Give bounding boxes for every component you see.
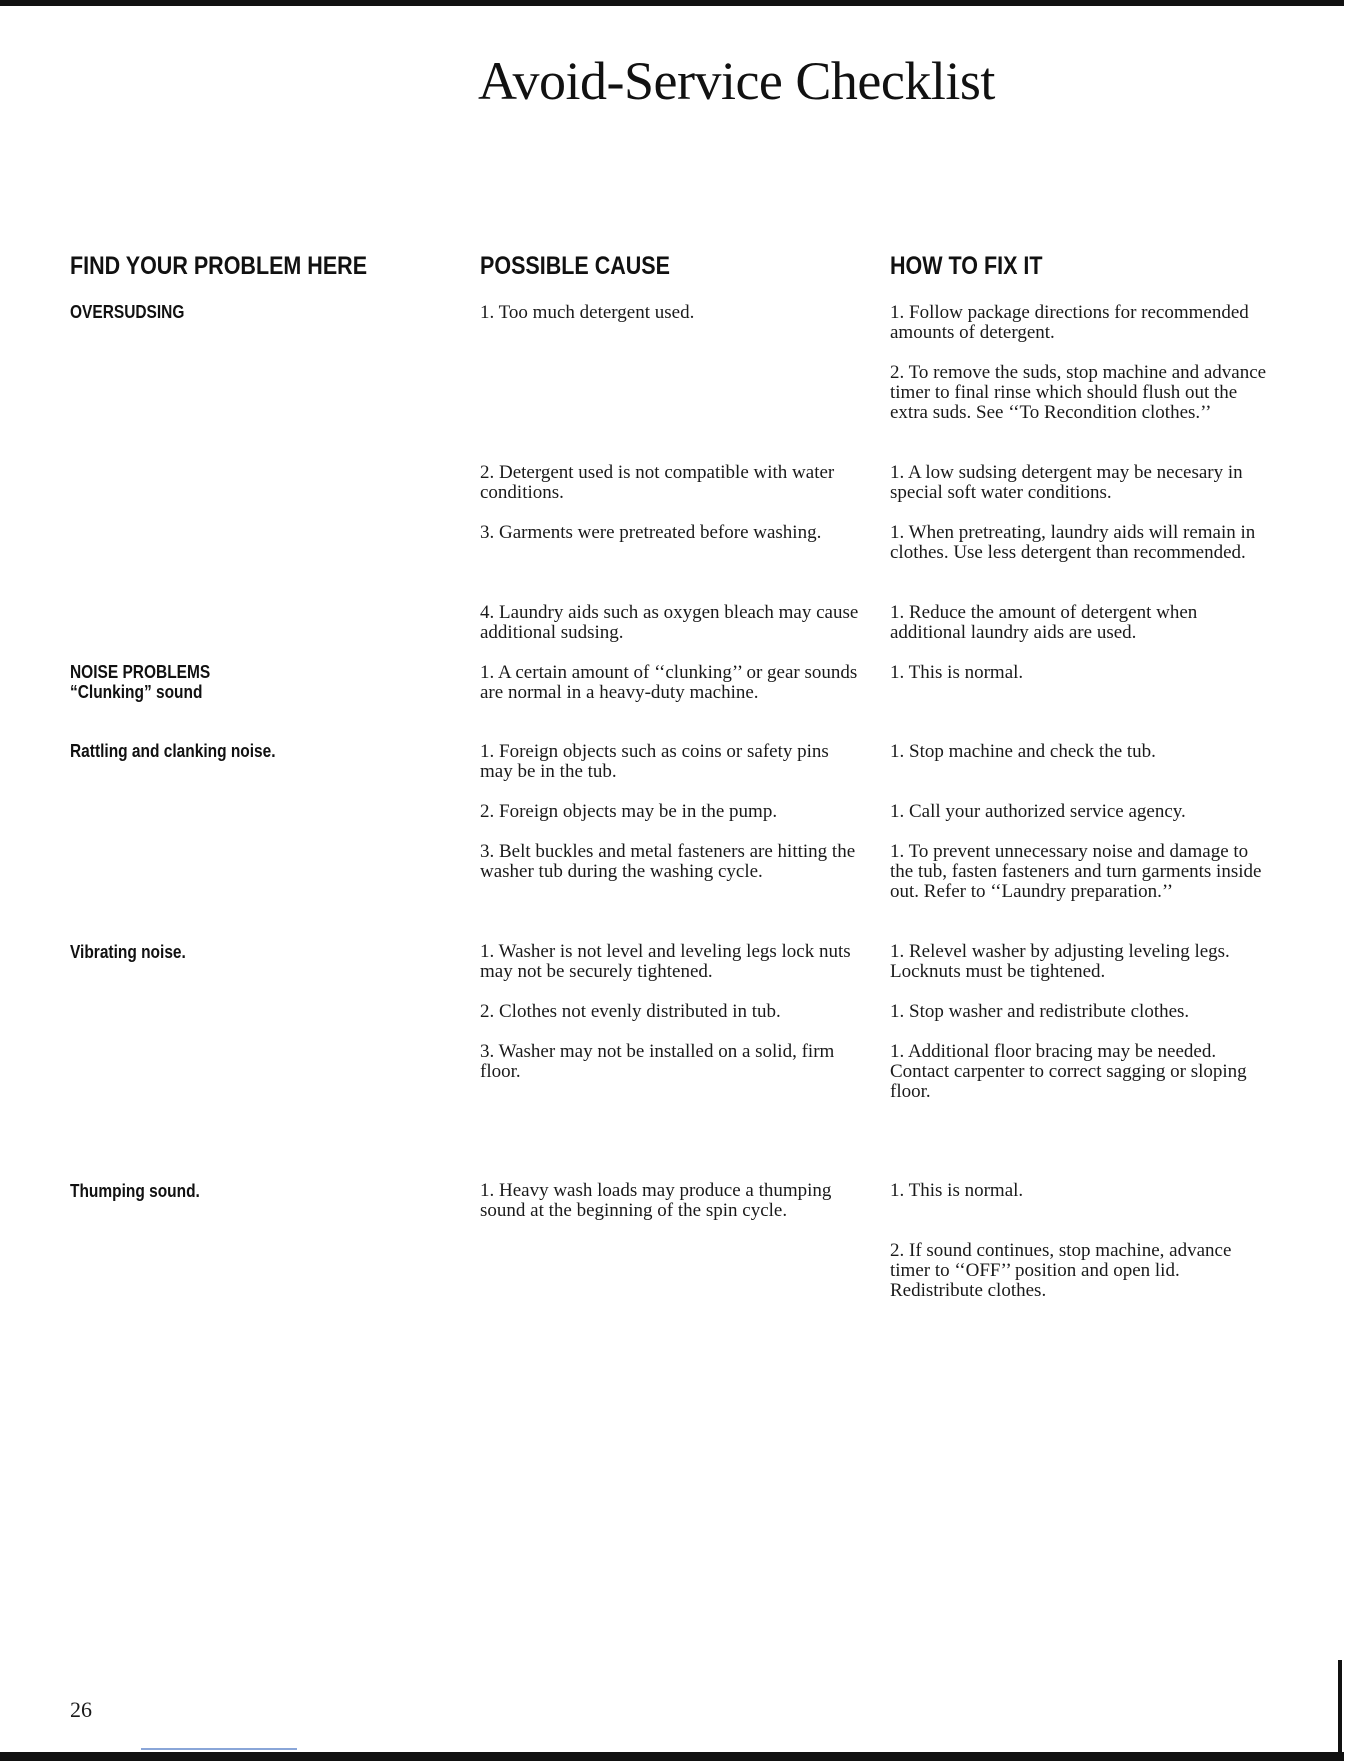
fix-text: 1. Call your authorized service agency. [890, 801, 1186, 822]
header-problem: FIND YOUR PROBLEM HERE [70, 252, 368, 280]
page-number: 26 [70, 1697, 92, 1722]
top-border-rule [0, 0, 1344, 6]
problem-noise [70, 662, 210, 702]
fix-text: 1. To prevent unnecessary noise and damage to the tub, fasten fasteners and turn garments inside out. Refer to ‘‘Laundry preparation.’’ [890, 841, 1262, 902]
header-fix: HOW TO FIX IT [890, 252, 1043, 280]
cause-text: 4. Laundry aids such as oxygen bleach may cause additional sudsing. [480, 602, 859, 643]
cause-text: 1. Foreign objects such as coins or safety pins may be in the tub. [480, 741, 829, 782]
page-title: Avoid-Service Checklist [478, 51, 995, 111]
problem-noise-heading: NOISE PROBLEMS [70, 662, 211, 682]
fix-text: 1. A low sudsing detergent may be necesary in special soft water conditions. [890, 462, 1243, 503]
cause-text: 1. Heavy wash loads may produce a thumping sound at the beginning of the spin cycle. [480, 1180, 832, 1221]
fix-text: 2. If sound continues, stop machine, advance timer to ‘‘OFF’’ position and open lid. Redistribute clothes. [890, 1240, 1232, 1301]
problem-clunking: “Clunking” sound [70, 682, 203, 702]
bottom-border-rule [0, 1752, 1344, 1761]
fix-text: 1. Reduce the amount of detergent when additional laundry aids are used. [890, 602, 1198, 643]
fix-text: 1. Stop washer and redistribute clothes. [890, 1001, 1190, 1022]
cause-text: 2. Clothes not evenly distributed in tub. [480, 1001, 781, 1022]
cause-text: 1. Too much detergent used. [480, 302, 695, 323]
fix-text: 1. Additional floor bracing may be needed. Contact carpenter to correct sagging or sloping floor. [890, 1041, 1247, 1102]
cause-text: 2. Foreign objects may be in the pump. [480, 801, 778, 822]
fix-text: 1. Stop machine and check the tub. [890, 741, 1156, 762]
fix-text: 1. When pretreating, laundry aids will remain in clothes. Use less detergent than recommended. [890, 522, 1256, 563]
fix-text: 2. To remove the suds, stop machine and advance timer to final rinse which should flush out the extra suds. See ‘‘To Recondition clothes.’’ [890, 362, 1267, 423]
fix-text: 1. Relevel washer by adjusting leveling legs. Locknuts must be tightened. [890, 941, 1230, 982]
problem-thumping: Thumping sound. [70, 1181, 200, 1201]
fix-text: 1. Follow package directions for recommended amounts of detergent. [890, 302, 1249, 343]
problem-oversudsing: OVERSUDSING [70, 302, 185, 322]
cause-text: 3. Washer may not be installed on a solid, firm floor. [480, 1041, 835, 1082]
fix-text: 1. This is normal. [890, 1180, 1024, 1201]
scan-mark [141, 1748, 297, 1750]
cause-text: 1. Washer is not level and leveling legs lock nuts may not be securely tightened. [480, 941, 851, 982]
cause-text: 1. A certain amount of ‘‘clunking’’ or gear sounds are normal in a heavy-duty machine. [480, 662, 858, 703]
header-cause: POSSIBLE CAUSE [480, 252, 670, 280]
fix-text: 1. This is normal. [890, 662, 1024, 683]
problem-rattling: Rattling and clanking noise. [70, 741, 276, 761]
cause-text: 2. Detergent used is not compatible with water conditions. [480, 462, 835, 503]
cause-text: 3. Garments were pretreated before washing. [480, 522, 822, 543]
right-edge-rule [1338, 1660, 1342, 1756]
cause-text: 3. Belt buckles and metal fasteners are hitting the washer tub during the washing cycle. [480, 841, 856, 882]
problem-vibrating: Vibrating noise. [70, 942, 186, 962]
